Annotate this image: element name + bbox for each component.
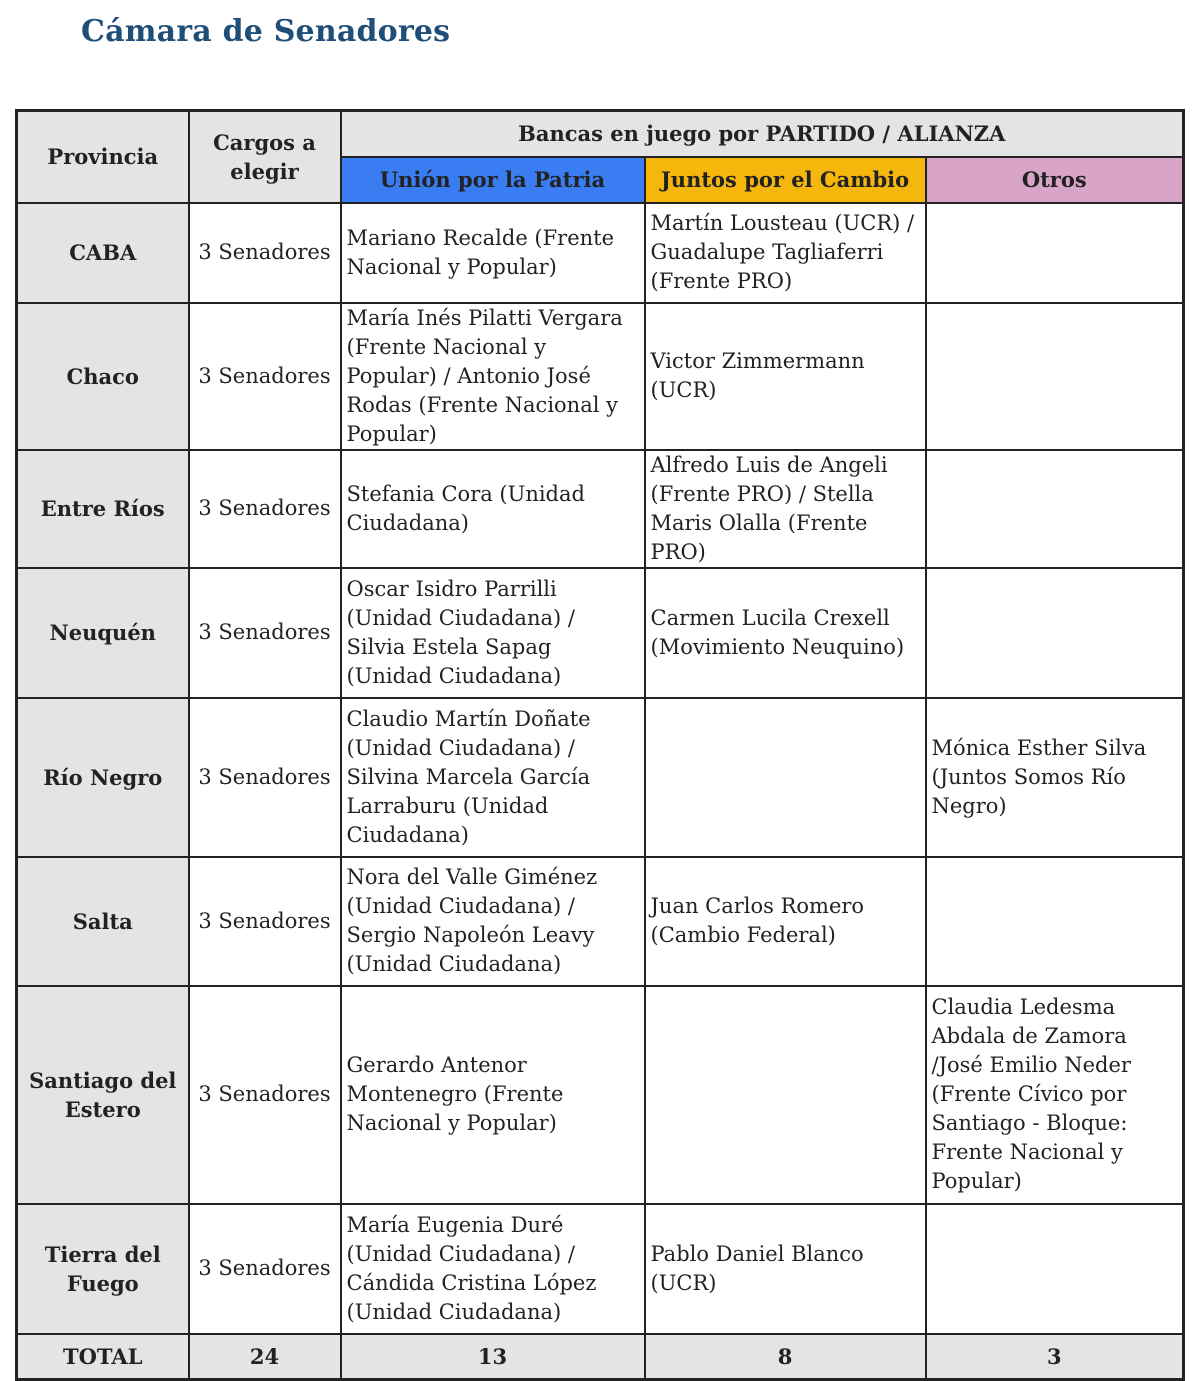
provincia-cell: Río Negro: [17, 698, 189, 857]
provincia-cell: CABA: [17, 203, 189, 303]
header-bancas: Bancas en juego por PARTIDO / ALIANZA: [341, 111, 1184, 157]
provincia-cell: Tierra del Fuego: [17, 1204, 189, 1334]
juntos-cell: Carmen Lucila Crexell (Movimiento Neuquino): [645, 568, 926, 698]
header-cargos: Cargos a elegir: [189, 111, 341, 203]
union-cell: Nora del Valle Giménez (Unidad Ciudadana) / Sergio Napoleón Leavy (Unidad Ciudadana): [341, 857, 645, 986]
total-row: [17, 1334, 1184, 1380]
total-otros: 3: [926, 1334, 1184, 1380]
header-provincia: Provincia: [17, 111, 189, 203]
otros-cell: [926, 1204, 1184, 1334]
provincia-cell: Neuquén: [17, 568, 189, 698]
header-juntos-por-el-cambio: Juntos por el Cambio: [645, 157, 926, 203]
provincia-cell: Entre Ríos: [17, 450, 189, 568]
union-cell: Claudio Martín Doñate (Unidad Ciudadana) / Silvina Marcela García Larraburu (Unidad Ciudadana): [341, 698, 645, 857]
union-cell: María Eugenia Duré (Unidad Ciudadana) / Cándida Cristina López (Unidad Ciudadana): [341, 1204, 645, 1334]
union-cell: Mariano Recalde (Frente Nacional y Popular): [341, 203, 645, 303]
cargos-cell: 3 Senadores: [189, 203, 341, 303]
juntos-cell: Juan Carlos Romero (Cambio Federal): [645, 857, 926, 986]
otros-cell: Claudia Ledesma Abdala de Zamora /José Emilio Neder (Frente Cívico por Santiago - Bloque: Frente Nacional y Popular): [926, 986, 1184, 1204]
union-cell: María Inés Pilatti Vergara (Frente Nacional y Popular) / Antonio José Rodas (Frente Nacional y Popular): [341, 303, 645, 450]
table-row: [17, 203, 1184, 303]
juntos-cell: [645, 986, 926, 1204]
table-row: [17, 450, 1184, 568]
table-row: [17, 1204, 1184, 1334]
total-juntos: 8: [645, 1334, 926, 1380]
juntos-cell: Pablo Daniel Blanco (UCR): [645, 1204, 926, 1334]
senators-table: [15, 109, 1185, 1381]
otros-cell: [926, 303, 1184, 450]
union-cell: Oscar Isidro Parrilli (Unidad Ciudadana) / Silvia Estela Sapag (Unidad Ciudadana): [341, 568, 645, 698]
header-otros: Otros: [926, 157, 1184, 203]
total-union: 13: [341, 1334, 645, 1380]
table-row: [17, 857, 1184, 986]
provincia-cell: Salta: [17, 857, 189, 986]
juntos-cell: Victor Zimmermann (UCR): [645, 303, 926, 450]
cargos-cell: 3 Senadores: [189, 303, 341, 450]
juntos-cell: Martín Lousteau (UCR) / Guadalupe Tagliaferri (Frente PRO): [645, 203, 926, 303]
otros-cell: [926, 450, 1184, 568]
table-row: [17, 568, 1184, 698]
total-label: TOTAL: [17, 1334, 189, 1380]
cargos-cell: 3 Senadores: [189, 986, 341, 1204]
cargos-cell: 3 Senadores: [189, 568, 341, 698]
otros-cell: [926, 568, 1184, 698]
provincia-cell: Chaco: [17, 303, 189, 450]
union-cell: Stefania Cora (Unidad Ciudadana): [341, 450, 645, 568]
table-row: [17, 986, 1184, 1204]
table-row: [17, 303, 1184, 450]
juntos-cell: [645, 698, 926, 857]
provincia-cell: Santiago del Estero: [17, 986, 189, 1204]
otros-cell: Mónica Esther Silva (Juntos Somos Río Negro): [926, 698, 1184, 857]
total-cargos: 24: [189, 1334, 341, 1380]
cargos-cell: 3 Senadores: [189, 857, 341, 986]
cargos-cell: 3 Senadores: [189, 698, 341, 857]
header-union-por-la-patria: Unión por la Patria: [341, 157, 645, 203]
cargos-cell: 3 Senadores: [189, 1204, 341, 1334]
juntos-cell: Alfredo Luis de Angeli (Frente PRO) / Stella Maris Olalla (Frente PRO): [645, 450, 926, 568]
otros-cell: [926, 203, 1184, 303]
table-row: [17, 698, 1184, 857]
union-cell: Gerardo Antenor Montenegro (Frente Nacional y Popular): [341, 986, 645, 1204]
page-title: Cámara de Senadores: [81, 14, 451, 49]
cargos-cell: 3 Senadores: [189, 450, 341, 568]
otros-cell: [926, 857, 1184, 986]
